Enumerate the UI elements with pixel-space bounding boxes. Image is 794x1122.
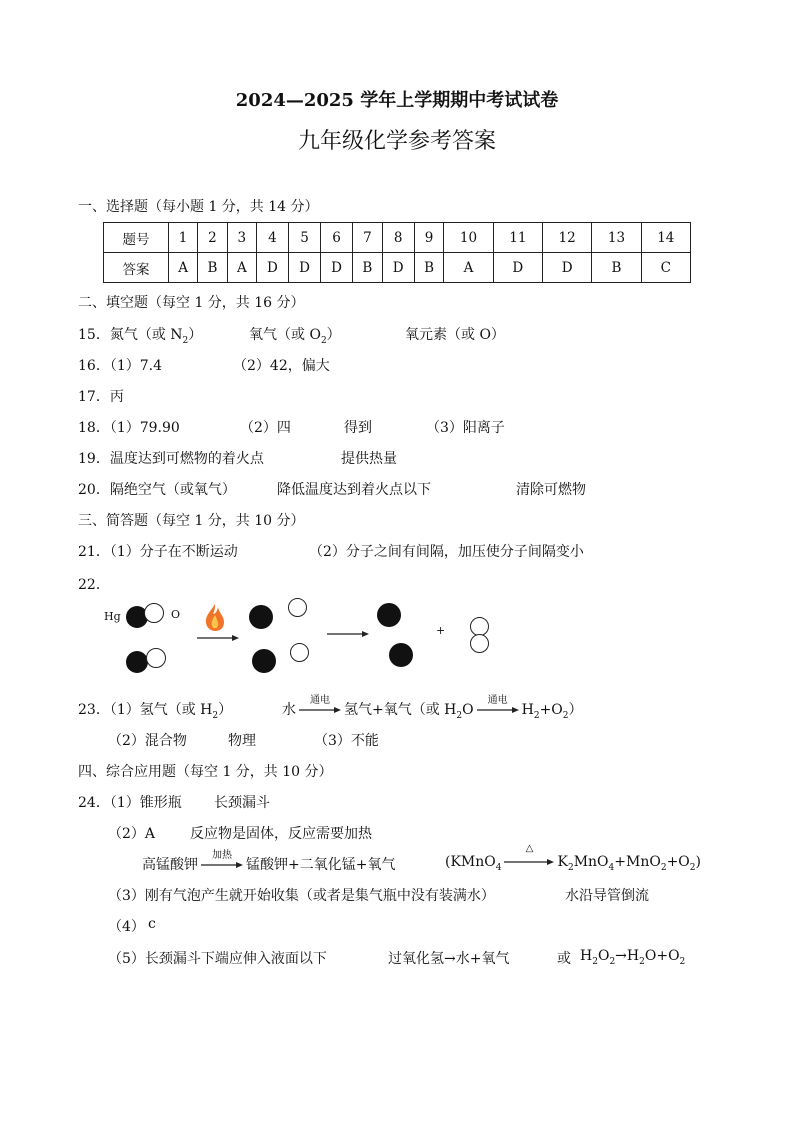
exam-title: 2024—2025 学年上学期期中考试试卷 — [235, 90, 559, 111]
q-number: 12 — [542, 223, 591, 253]
q20-number: 20． — [78, 482, 110, 498]
hg-atom — [249, 605, 273, 629]
q-number: 2 — [198, 223, 228, 253]
q24-part1a: （1）锥形瓶 — [109, 795, 182, 811]
q24-part3a: （3）刚有气泡产生就开始收集（或者是集气瓶中没有装满水） — [108, 888, 495, 904]
o-atom — [144, 603, 164, 623]
q24-part5c: 或 — [557, 951, 571, 967]
q-answer: D — [321, 253, 353, 283]
q15-number: 15． — [78, 327, 110, 343]
q-number: 5 — [288, 223, 320, 253]
q21-answer1: （1）分子在不断运动 — [109, 544, 238, 560]
q24-part4a: （4） — [108, 919, 145, 935]
q24-number: 24． — [78, 795, 110, 811]
q15-line — [78, 324, 202, 346]
q20-answer2: 降低温度达到着火点以下 — [277, 482, 431, 498]
q-answer: B — [353, 253, 383, 283]
q24-line — [78, 792, 182, 812]
q-number: 6 — [321, 223, 353, 253]
q-number: 10 — [444, 223, 493, 253]
q24-word-equation: 高锰酸钾 加热 锰酸钾+二氧化锰+氧气 — [142, 850, 396, 873]
q23-number: 23． — [78, 702, 110, 718]
q24-part5d: $H_2O_2\to H_2O+O_2$ — [580, 948, 686, 967]
q-answer: B — [198, 253, 228, 283]
q-number: 14 — [641, 223, 690, 253]
hg-label: Hg — [104, 610, 121, 623]
o-label: O — [171, 608, 181, 621]
eq-arrow: △ — [503, 858, 555, 866]
eq-arrow: 加热 — [200, 861, 244, 869]
o-atom — [288, 598, 307, 617]
q-answer: A — [444, 253, 493, 283]
o-atom — [146, 648, 166, 668]
q-answer: A — [227, 253, 256, 283]
arrow-icon — [298, 706, 342, 714]
section4-heading: 四、综合应用题（每空 1 分，共 10 分） — [78, 764, 333, 780]
arrow-icon — [476, 706, 520, 714]
q23-answer2: （2）混合物 — [108, 733, 187, 749]
q20-answer3: 清除可燃物 — [516, 482, 586, 498]
q24-part2b: 反应物是固体，反应需要加热 — [190, 826, 372, 842]
q24-part4b: c — [148, 916, 156, 932]
hg-atom — [126, 651, 148, 673]
q-answer: B — [592, 253, 641, 283]
table-row-numbers — [104, 223, 691, 253]
q16-line — [78, 355, 162, 375]
q19-answer1: 温度达到可燃物的着火点 — [109, 451, 264, 467]
q-answer: D — [493, 253, 542, 283]
q21-line — [78, 541, 238, 561]
q-answer: C — [641, 253, 690, 283]
q15-answer2: 氧气（或 $O_2$） — [249, 327, 341, 346]
q24-formula-equation: (KMnO$_4$ △ $K_2MnO_4+MnO_2+O_2$) — [445, 843, 701, 873]
q-number: 7 — [353, 223, 383, 253]
q-number: 3 — [227, 223, 256, 253]
eq-condition: 通电 — [310, 695, 330, 706]
q23-line — [78, 699, 232, 721]
q-answer: D — [542, 253, 591, 283]
q23-answer4: （3）不能 — [314, 733, 379, 749]
q15-answer1: 氮气（或 $N_2$） — [109, 327, 203, 346]
eq-products-formula: $H_2+O_2$） — [521, 702, 583, 721]
arrow-icon — [503, 858, 555, 866]
o-atom — [290, 643, 309, 662]
q-number: 11 — [493, 223, 542, 253]
q16-answer2: （2）42，偏大 — [233, 358, 330, 374]
q16-number: 16． — [78, 358, 110, 374]
section2-heading: 二、填空题（每空 1 分，共 16 分） — [78, 295, 305, 311]
q24-part5a: （5）长颈漏斗下端应伸入液面以下 — [108, 951, 327, 967]
q21-answer2: （2）分子之间有间隔，加压使分子间隔变小 — [309, 544, 584, 560]
hg-atom — [126, 606, 148, 628]
table-row-answers — [104, 253, 691, 283]
q24-part3b: 水沿导管倒流 — [565, 888, 649, 904]
q-number: 8 — [382, 223, 414, 253]
q21-number: 21． — [78, 544, 110, 560]
hg-atom — [389, 643, 413, 667]
eq-condition: 通电 — [487, 695, 508, 706]
q23-equation — [282, 695, 583, 721]
q17-line — [78, 386, 124, 406]
q18-answer2: （2）四 — [240, 420, 291, 436]
section1-heading: 一、选择题（每小题 1 分，共 14 分） — [78, 199, 319, 215]
row-label-answer: 答案 — [104, 253, 169, 283]
q18-answer4: （3）阳离子 — [426, 420, 505, 436]
q-number: 9 — [414, 223, 444, 253]
q18-number: 18． — [78, 420, 110, 436]
reaction-arrow-icon — [196, 634, 240, 642]
section3-heading: 三、简答题（每空 1 分，共 10 分） — [78, 513, 305, 529]
reaction-arrow-icon — [326, 630, 370, 638]
eq-products: 氢气+氧气（或 $H_2O$ — [344, 702, 474, 721]
q-answer: D — [382, 253, 414, 283]
arrow-icon — [200, 861, 244, 869]
q19-answer2: 提供热量 — [341, 451, 397, 467]
q-number: 1 — [169, 223, 198, 253]
eq-arrow — [298, 695, 342, 714]
q18-answer1: （1）79.90 — [109, 420, 180, 436]
q-number: 13 — [592, 223, 641, 253]
eq-arrow — [476, 695, 520, 714]
plus-sign: + — [436, 624, 446, 637]
q17-number: 17． — [78, 389, 110, 405]
row-label-number: 题号 — [104, 223, 169, 253]
q19-number: 19． — [78, 451, 110, 467]
q23-answer1: （1）氢气（或 $H_2$） — [109, 702, 233, 721]
q23-answer3: 物理 — [228, 733, 256, 749]
q20-line — [78, 479, 236, 499]
q20-answer1: 隔绝空气（或氧气） — [109, 482, 236, 498]
q24-part2a: （2）A — [108, 826, 156, 842]
hg-atom — [252, 649, 276, 673]
q-answer: D — [288, 253, 320, 283]
o-atom — [470, 617, 489, 636]
q-answer: A — [169, 253, 198, 283]
q24-part5b: 过氧化氢→水+氧气 — [388, 951, 510, 967]
eq-reactant: 水 — [282, 702, 296, 718]
q16-answer1: （1）7.4 — [109, 358, 162, 374]
answer-key-title: 九年级化学参考答案 — [297, 129, 496, 154]
hg-atom — [377, 603, 401, 627]
q18-answer3: 得到 — [344, 420, 372, 436]
o-atom — [470, 634, 489, 653]
q24-part1b: 长颈漏斗 — [214, 795, 270, 811]
q18-line — [78, 417, 180, 437]
q15-answer3: 氧元素（或 O） — [405, 327, 505, 343]
answer-table — [103, 222, 691, 283]
q19-line — [78, 448, 264, 468]
q-number: 4 — [256, 223, 288, 253]
q-answer: B — [414, 253, 444, 283]
flame-icon — [200, 602, 230, 632]
q-answer: D — [256, 253, 288, 283]
q22-number: 22． — [78, 577, 110, 593]
q17-answer1: 丙 — [109, 389, 124, 405]
